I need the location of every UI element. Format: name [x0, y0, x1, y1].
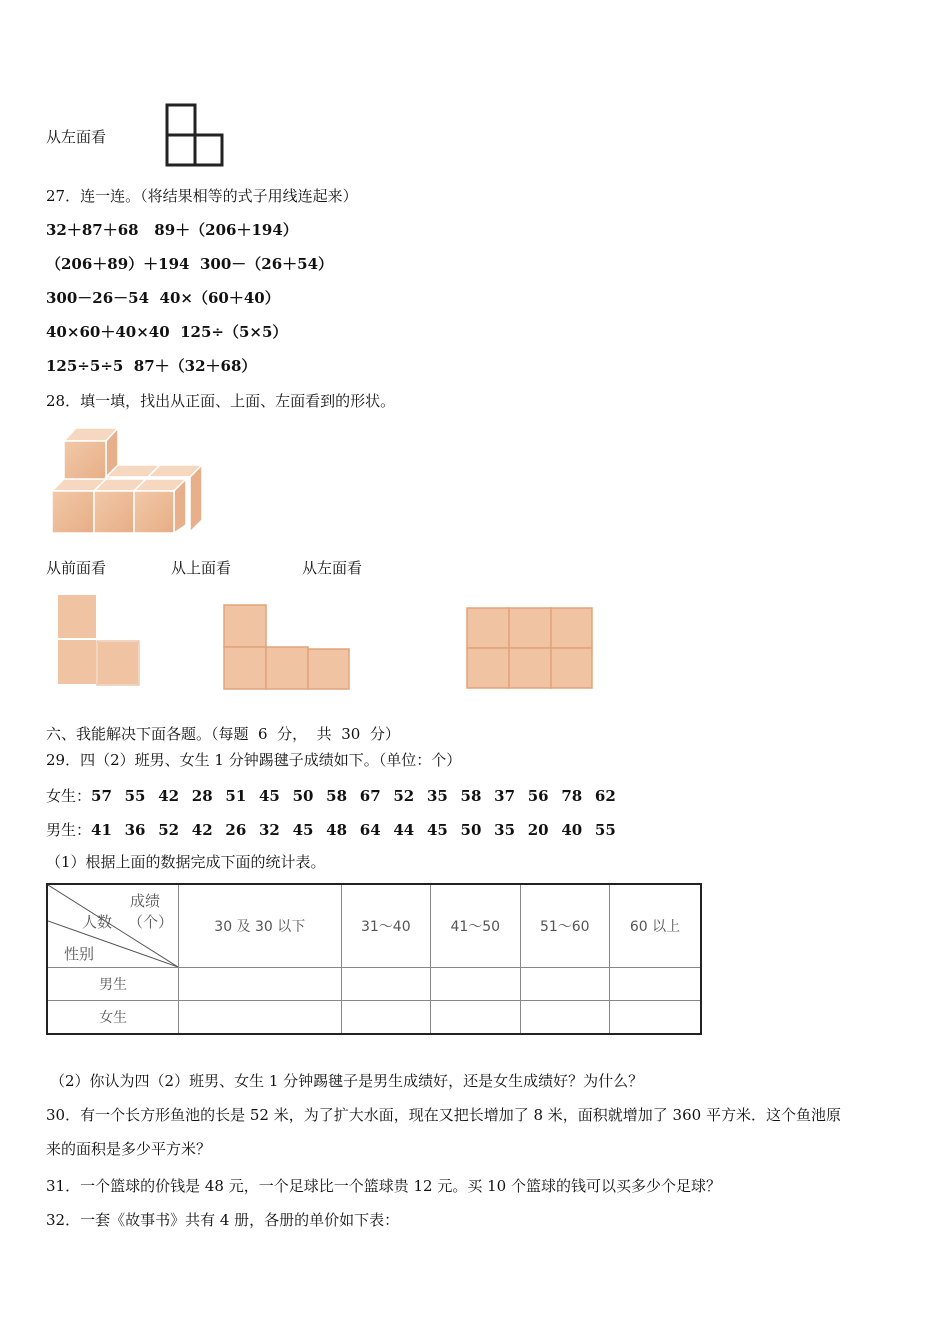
- q29-sub2: （2）你认为四（2）班男、女生 1 分钟踢毽子是男生成绩好，还是女生成绩好？为什么？: [50, 1072, 644, 1090]
- corner-score: 成绩: [130, 892, 161, 910]
- score-value: 37: [494, 787, 516, 805]
- score-value: 48: [326, 821, 348, 839]
- table-cell[interactable]: [610, 968, 702, 1001]
- score-value: 41: [91, 821, 112, 839]
- q29-sub1: （1）根据上面的数据完成下面的统计表。: [46, 853, 326, 871]
- front-view-shape: [55, 592, 143, 688]
- section-6-title: 六、我能解决下面各题。（每题 6 分， 共 30 分）: [46, 725, 400, 743]
- view-label-top: 从上面看: [171, 559, 232, 577]
- score-value: 62: [594, 787, 616, 805]
- score-value: 64: [359, 821, 381, 839]
- table-corner-header: [47, 884, 179, 968]
- score-value: 45: [258, 787, 280, 805]
- table-cell[interactable]: [179, 1001, 342, 1034]
- score-value: 78: [561, 787, 583, 805]
- q27-pair-3: 300－26－54 40×（60＋40）: [46, 289, 280, 307]
- q30-line2: 来的面积是多少平方米？: [46, 1140, 212, 1158]
- score-value: 26: [225, 821, 247, 839]
- q30-line1: 30．有一个长方形鱼池的长是 52 米，为了扩大水面，现在又把长增加了 8 米，面积就增加了 360 平方米．这个鱼池原: [46, 1106, 841, 1124]
- q32-text: 32．一套《故事书》共有 4 册，各册的单价如下表：: [46, 1211, 400, 1229]
- table-cell[interactable]: [431, 968, 520, 1001]
- q27-title: 27．连一连。（将结果相等的式子用线连起来）: [46, 187, 358, 205]
- score-value: 28: [191, 787, 213, 805]
- score-value: 44: [393, 821, 415, 839]
- score-value: 58: [326, 787, 348, 805]
- score-value: 35: [494, 821, 516, 839]
- table-cell[interactable]: [341, 968, 430, 1001]
- score-value: 40: [561, 821, 583, 839]
- cube-stack-figure: [50, 425, 205, 537]
- score-value: 67: [359, 787, 381, 805]
- score-value: 42: [191, 821, 213, 839]
- col-header: 51～60: [520, 884, 609, 968]
- col-header: 30 及 30 以下: [179, 884, 342, 968]
- score-value: 55: [594, 821, 616, 839]
- table-cell[interactable]: [610, 1001, 702, 1034]
- col-header: 41～50: [431, 884, 520, 968]
- corner-gender: 性别: [64, 945, 95, 963]
- table-cell[interactable]: [520, 968, 609, 1001]
- table-cell[interactable]: [520, 1001, 609, 1034]
- score-value: 50: [292, 787, 314, 805]
- table-cell[interactable]: [431, 1001, 520, 1034]
- girls-scores-row: 女生：57 55 42 28 51 45 50 58 67 52 35 58 37 56 78 62: [46, 785, 629, 806]
- q29-title: 29．四（2）班男、女生 1 分钟踢毽子成绩如下。（单位：个）: [46, 751, 462, 769]
- score-value: 52: [158, 821, 180, 839]
- score-stat-table: [46, 883, 702, 1035]
- left-view-outline-figure: [164, 102, 226, 168]
- top-view-label: 从左面看: [46, 128, 107, 146]
- score-value: 20: [527, 821, 549, 839]
- score-value: 55: [124, 787, 146, 805]
- col-header: 60 以上: [610, 884, 702, 968]
- score-value: 45: [292, 821, 314, 839]
- score-value: 32: [258, 821, 280, 839]
- corner-unit: （个）: [128, 913, 174, 931]
- score-value: 56: [527, 787, 549, 805]
- score-value: 57: [91, 787, 112, 805]
- corner-people: 人数: [82, 913, 113, 931]
- q31-text: 31．一个篮球的价钱是 48 元，一个足球比一个篮球贵 12 元。买 10 个篮球的钱可以买多少个足球？: [46, 1177, 721, 1195]
- q27-pair-2: （206＋89）＋194 300－（26＋54）: [46, 255, 334, 273]
- view-label-front: 从前面看: [46, 559, 107, 577]
- top-view-shape: [222, 603, 352, 691]
- score-value: 50: [460, 821, 482, 839]
- col-header: 31～40: [341, 884, 430, 968]
- score-value: 45: [426, 821, 448, 839]
- score-value: 51: [225, 787, 247, 805]
- boys-scores-row: 男生：41 36 52 42 26 32 45 48 64 44 45 50 35 20 40 55: [46, 819, 629, 840]
- left-view-shape: [465, 606, 595, 690]
- row-header-girls: 女生: [47, 1001, 179, 1034]
- score-value: 35: [426, 787, 448, 805]
- table-cell[interactable]: [179, 968, 342, 1001]
- score-value: 52: [393, 787, 415, 805]
- table-cell[interactable]: [341, 1001, 430, 1034]
- row-header-boys: 男生: [47, 968, 179, 1001]
- q27-pair-5: 125÷5÷5 87＋（32＋68）: [46, 357, 257, 375]
- score-value: 42: [158, 787, 180, 805]
- q27-pair-4: 40×60＋40×40 125÷（5×5）: [46, 323, 288, 341]
- q27-pair-1: 32＋87＋68 89＋（206＋194）: [46, 221, 298, 239]
- score-value: 58: [460, 787, 482, 805]
- q28-title: 28．填一填，找出从正面、上面、左面看到的形状。: [46, 392, 396, 410]
- score-value: 36: [124, 821, 146, 839]
- view-label-left: 从左面看: [302, 559, 363, 577]
